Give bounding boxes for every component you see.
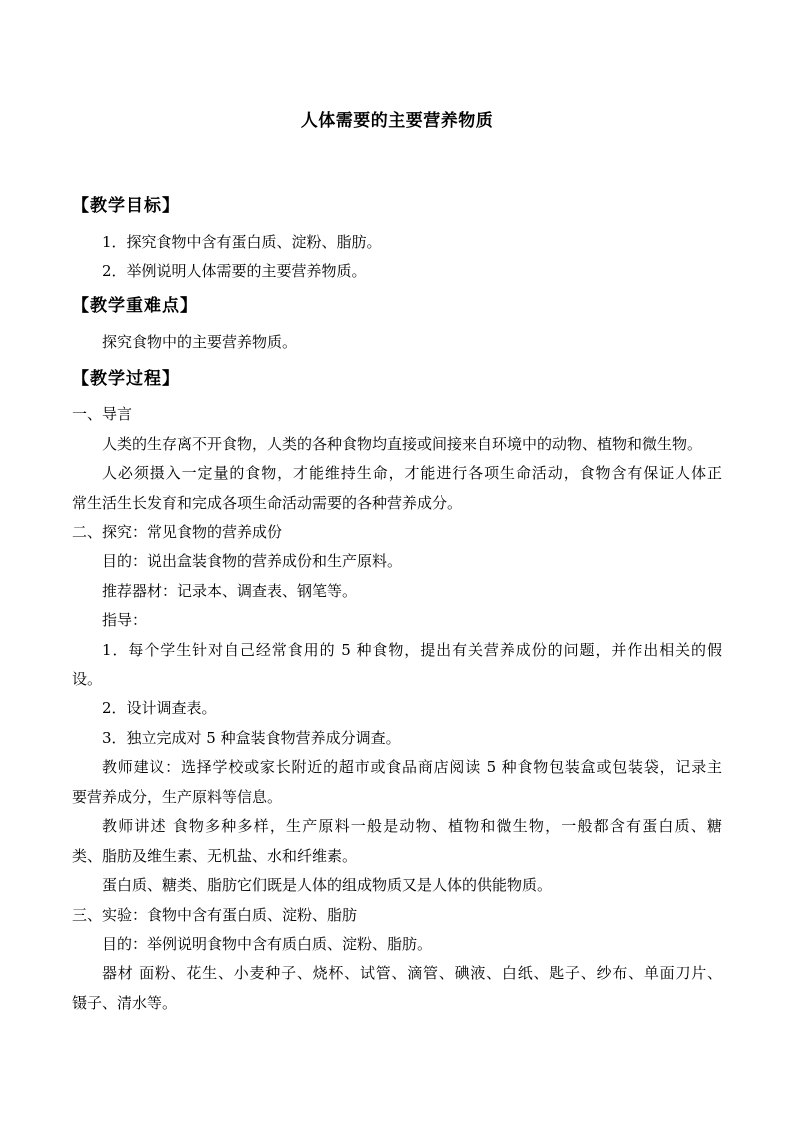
goal-item-2: 2．举例说明人体需要的主要营养物质。 (102, 262, 367, 280)
subheading-inquiry: 二、探究：常见食物的营养成份 (72, 523, 283, 541)
guidance-step-2: 2．设计调查表。 (102, 699, 217, 717)
goal-item-1: 1．探究食物中含有蛋白质、淀粉、脂肪。 (102, 233, 382, 251)
nutrient-summary: 蛋白质、糖类、脂肪它们既是人体的组成物质又是人体的供能物质。 (102, 876, 553, 894)
paragraph-intro-2-line-1: 人必须摄入一定量的食物，才能维持生命，才能进行各项生命活动，食物含有保证人体正 (102, 464, 722, 482)
paragraph-intro-2-line-2: 常生活生长发育和完成各项生命活动需要的各种营养成分。 (72, 494, 463, 512)
inquiry-guidance: 指导： (102, 611, 148, 629)
teacher-talk-line-2: 类、脂肪及维生素、无机盐、水和纤维素。 (72, 847, 358, 865)
inquiry-purpose: 目的：说出盒装食物的营养成份和生产原料。 (102, 552, 403, 570)
teacher-advice-line-2: 要营养成分，生产原料等信息。 (72, 788, 283, 806)
guidance-step-1-line-2: 设。 (72, 670, 103, 688)
teacher-talk-line-1: 教师讲述 食物多种多样，生产原料一般是动物、植物和微生物，一般都含有蛋白质、糖 (102, 817, 722, 835)
experiment-purpose: 目的：举例说明食物中含有质白质、淀粉、脂肪。 (102, 935, 433, 953)
experiment-equipment-line-1: 器材 面粉、花生、小麦种子、烧杯、试管、滴管、碘液、白纸、匙子、纱布、单面刀片、 (102, 964, 722, 982)
section-heading-process: 【教学过程】 (72, 369, 180, 389)
section-heading-goals: 【教学目标】 (72, 196, 180, 216)
experiment-equipment-line-2: 镊子、清水等。 (72, 994, 178, 1012)
subheading-experiment: 三、实验：食物中含有蛋白质、淀粉、脂肪 (72, 906, 358, 924)
section-heading-key-points: 【教学重难点】 (72, 296, 198, 316)
key-point-text: 探究食物中的主要营养物质。 (102, 333, 298, 351)
guidance-step-3: 3．独立完成对 5 种盒装食物营养成分调查。 (102, 729, 401, 747)
document-title: 人体需要的主要营养物质 (300, 111, 494, 131)
teacher-advice-line-1: 教师建议：选择学校或家长附近的超市或食品商店阅读 5 种食物包装盒或包装袋，记录主 (102, 758, 722, 776)
paragraph-intro-1: 人类的生存离不开食物，人类的各种食物均直接或间接来自环境中的动物、植物和微生物。 (102, 435, 703, 453)
inquiry-equipment: 推荐器材：记录本、调查表、钢笔等。 (102, 582, 358, 600)
subheading-intro: 一、导言 (72, 405, 133, 423)
guidance-step-1-line-1: 1．每个学生针对自己经常食用的 5 种食物，提出有关营养成份的问题，并作出相关的假 (102, 641, 722, 659)
